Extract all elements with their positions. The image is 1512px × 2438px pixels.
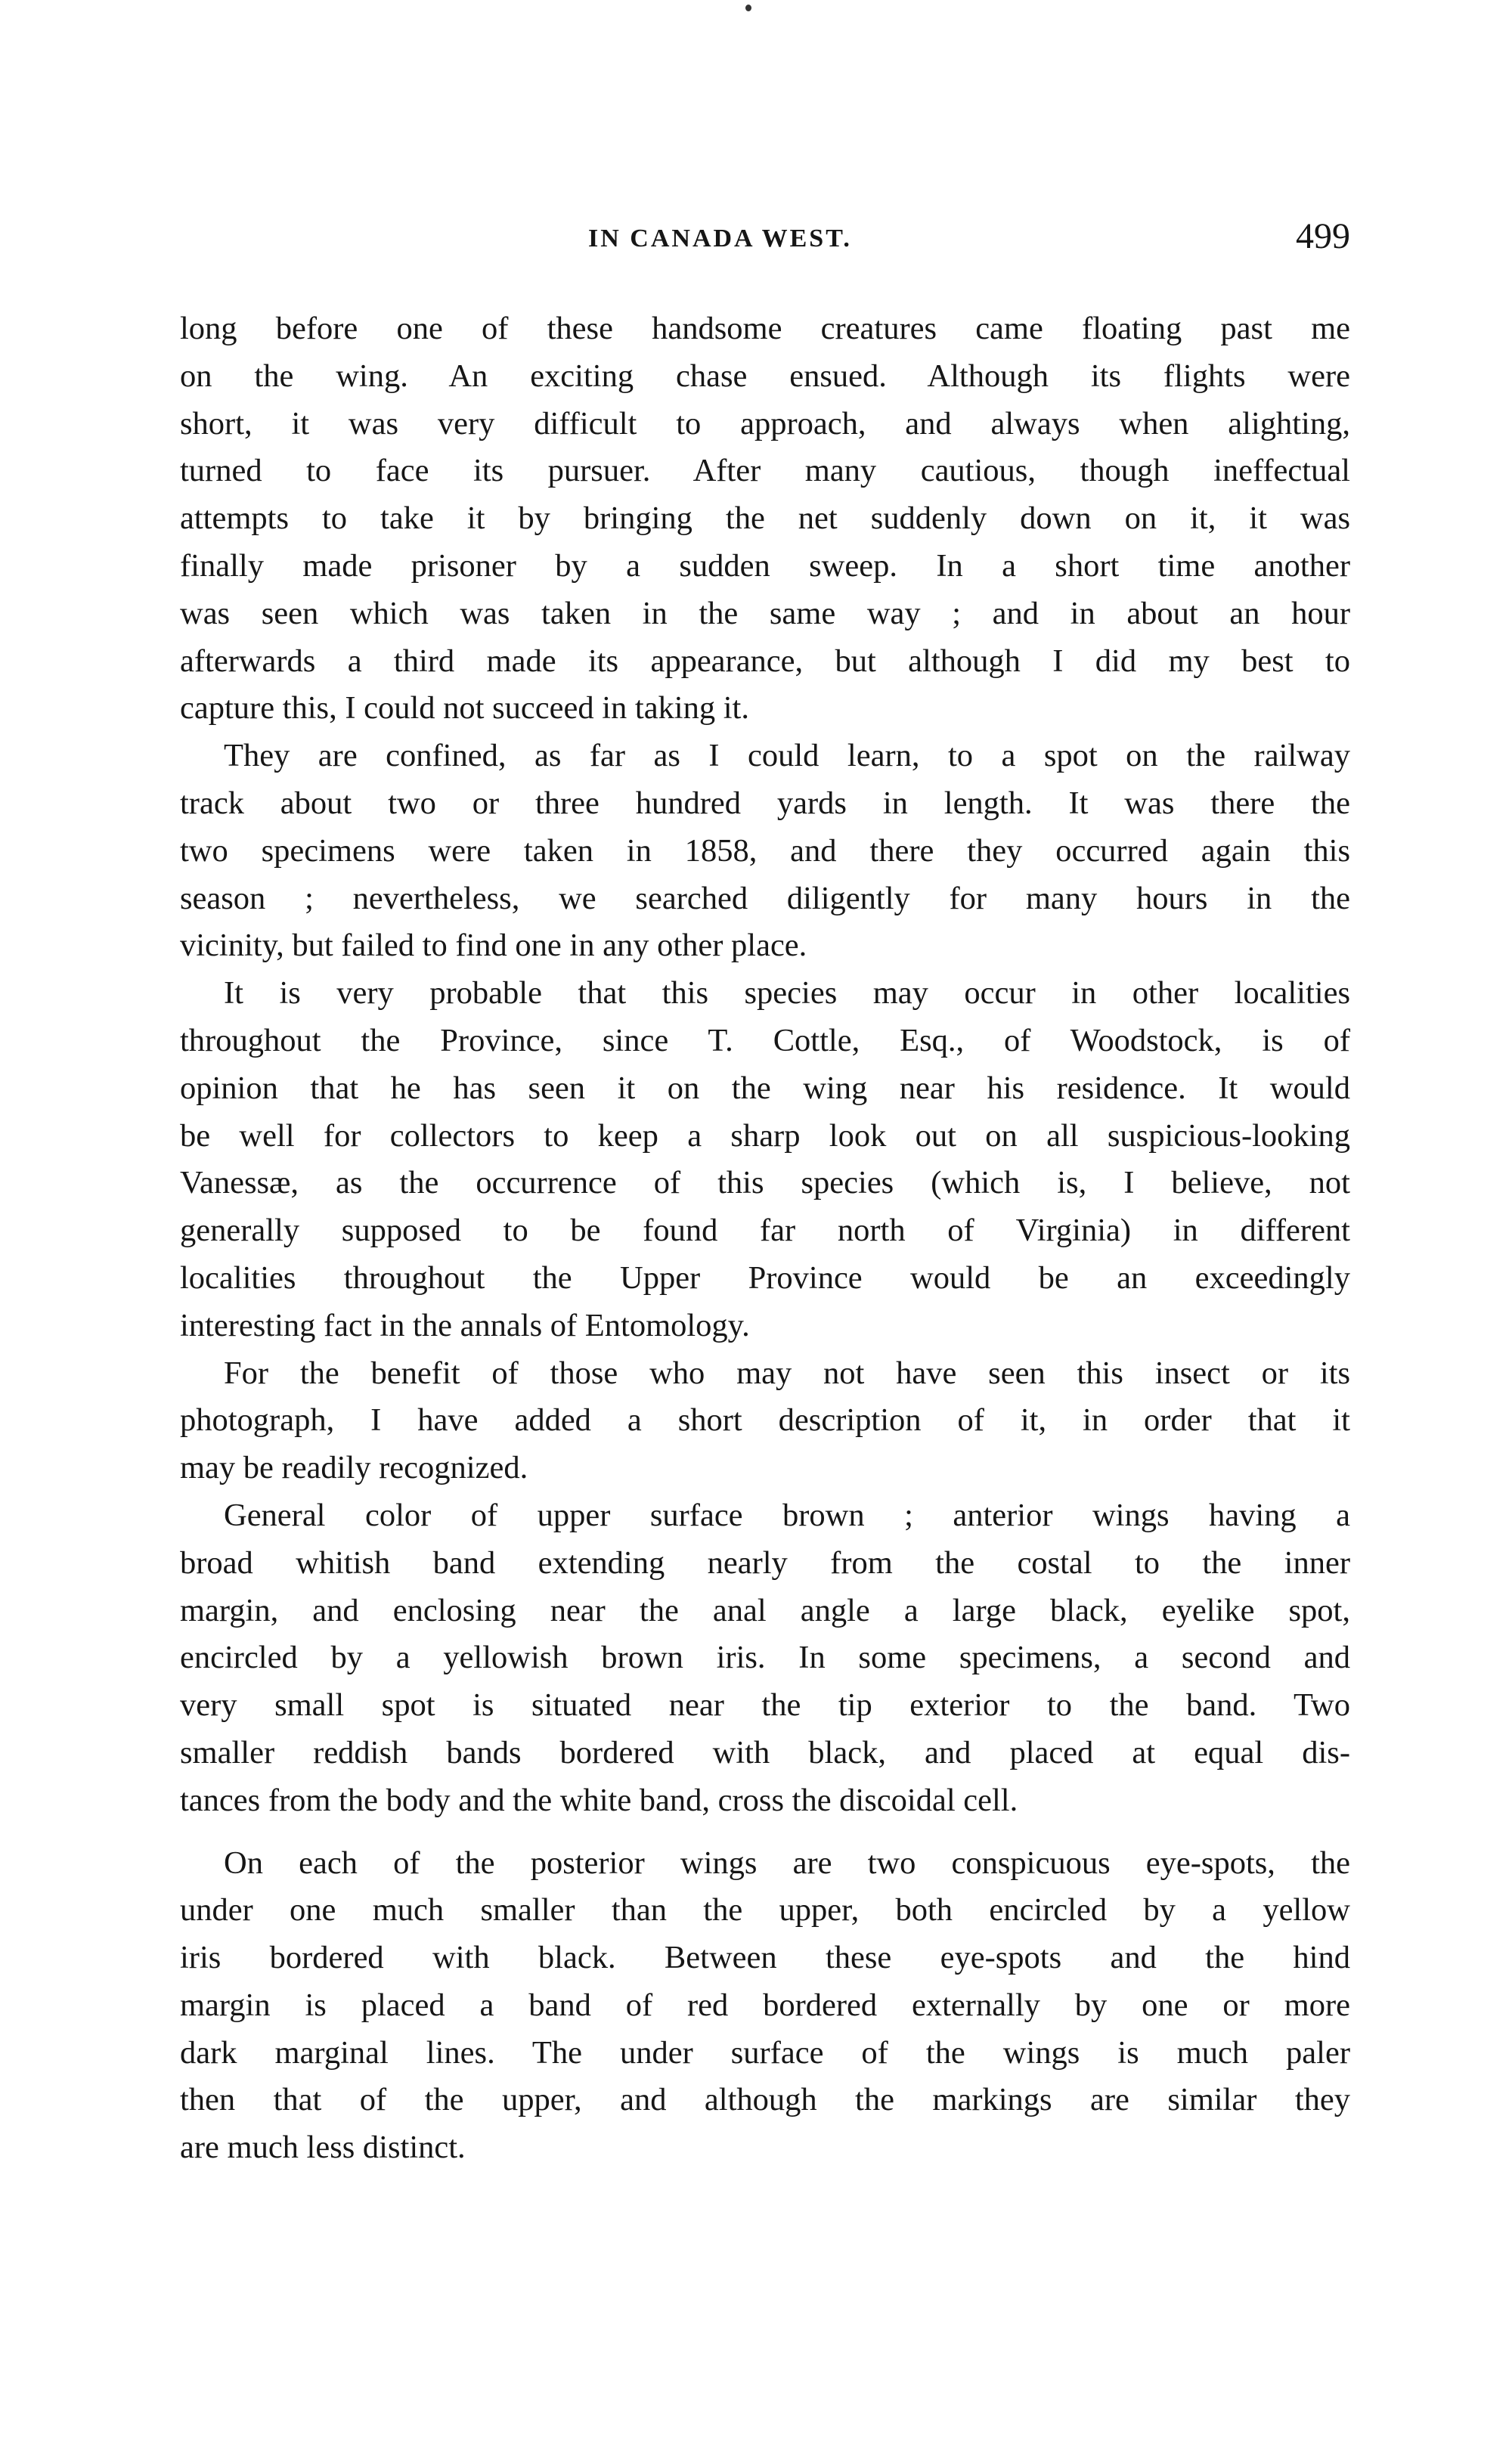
running-title: IN CANADA WEST. [588,225,852,252]
text-line: interesting fact in the annals of Entomology. [180,1307,750,1343]
body-text [180,305,1350,2172]
text-line: They are confined, as far as I could learn, to a spot on the railway [224,738,1350,774]
text-line: It is very probable that this species may occur in other localities [224,975,1350,1011]
paragraph [180,305,1350,733]
text-line: tances from the body and the white band, cross the discoidal cell. [180,1782,1018,1818]
text-line: very small spot is situated near the tip exterior to the band. Two [180,1687,1350,1724]
text-line: long before one of these handsome creatures came floating past me [180,311,1350,346]
text-line: iris bordered with black. Between these eye-spots and the hind [180,1940,1350,1976]
text-line: two specimens were taken in 1858, and there they occurred again this [180,832,1350,869]
text-line: season ; nevertheless, we searched diligently for many hours in the [180,880,1350,916]
text-line: under one much smaller than the upper, both encircled by a yellow [180,1892,1350,1928]
paragraph [180,1350,1350,1492]
paragraph [180,1492,1350,1825]
text-line: encircled by a yellowish brown iris. In some specimens, a second and [180,1640,1350,1676]
text-line: Vanessæ, as the occurrence of this species (which is, I believe, not [180,1165,1350,1201]
text-line: finally made prisoner by a sudden sweep. In a short time another [180,547,1350,584]
text-line: capture this, I could not succeed in taking it. [180,690,749,726]
text-line: on the wing. An exciting chase ensued. Although its flights were [180,358,1350,394]
text-line: are much less distinct. [180,2130,466,2166]
paragraph-gap [180,1825,1350,1840]
text-line: throughout the Province, since T. Cottle, Esq., of Woodstock, is of [180,1022,1350,1058]
text-line: was seen which was taken in the same way ; and in about an hour [180,595,1350,631]
running-head [180,215,1350,261]
text-line: track about two or three hundred yards in length. It was there the [180,785,1350,821]
text-line: margin is placed a band of red bordered externally by one or more [180,1987,1350,2023]
print-speck [745,5,751,11]
text-line: short, it was very difficult to approach, and always when alighting, [180,405,1350,441]
text-line: vicinity, but failed to find one in any other place. [180,928,807,964]
text-line: afterwards a third made its appearance, but although I did my best to [180,643,1350,679]
text-line: may be readily recognized. [180,1450,528,1486]
text-line: be well for collectors to keep a sharp look out on all suspicious-looking [180,1117,1350,1154]
paragraph [180,1840,1350,2173]
paragraph [180,733,1350,970]
text-line: margin, and enclosing near the anal angle a large black, eyelike spot, [180,1592,1350,1628]
text-line: opinion that he has seen it on the wing near his residence. It would [180,1070,1350,1106]
text-line: turned to face its pursuer. After many cautious, though ineffectual [180,453,1350,489]
text-line: General color of upper surface brown ; anterior wings having a [224,1497,1350,1533]
page-number: 499 [1296,216,1350,256]
text-line: then that of the upper, and although the markings are similar they [180,2082,1350,2118]
text-line: broad whitish band extending nearly from the costal to the inner [180,1544,1350,1581]
text-line: On each of the posterior wings are two conspicuous eye-spots, the [224,1845,1350,1881]
text-line: For the benefit of those who may not have seen this insect or its [224,1355,1350,1391]
text-line: photograph, I have added a short description of it, in order that it [180,1402,1350,1439]
paragraph [180,970,1350,1349]
text-line: smaller reddish bands bordered with black, and placed at equal dis- [180,1734,1350,1770]
text-line: dark marginal lines. The under surface of the wings is much paler [180,2034,1350,2071]
text-line: attempts to take it by bringing the net suddenly down on it, it was [180,500,1350,537]
text-line: generally supposed to be found far north of Virginia) in different [180,1213,1350,1249]
text-line: localities throughout the Upper Province would be an exceedingly [180,1259,1350,1296]
